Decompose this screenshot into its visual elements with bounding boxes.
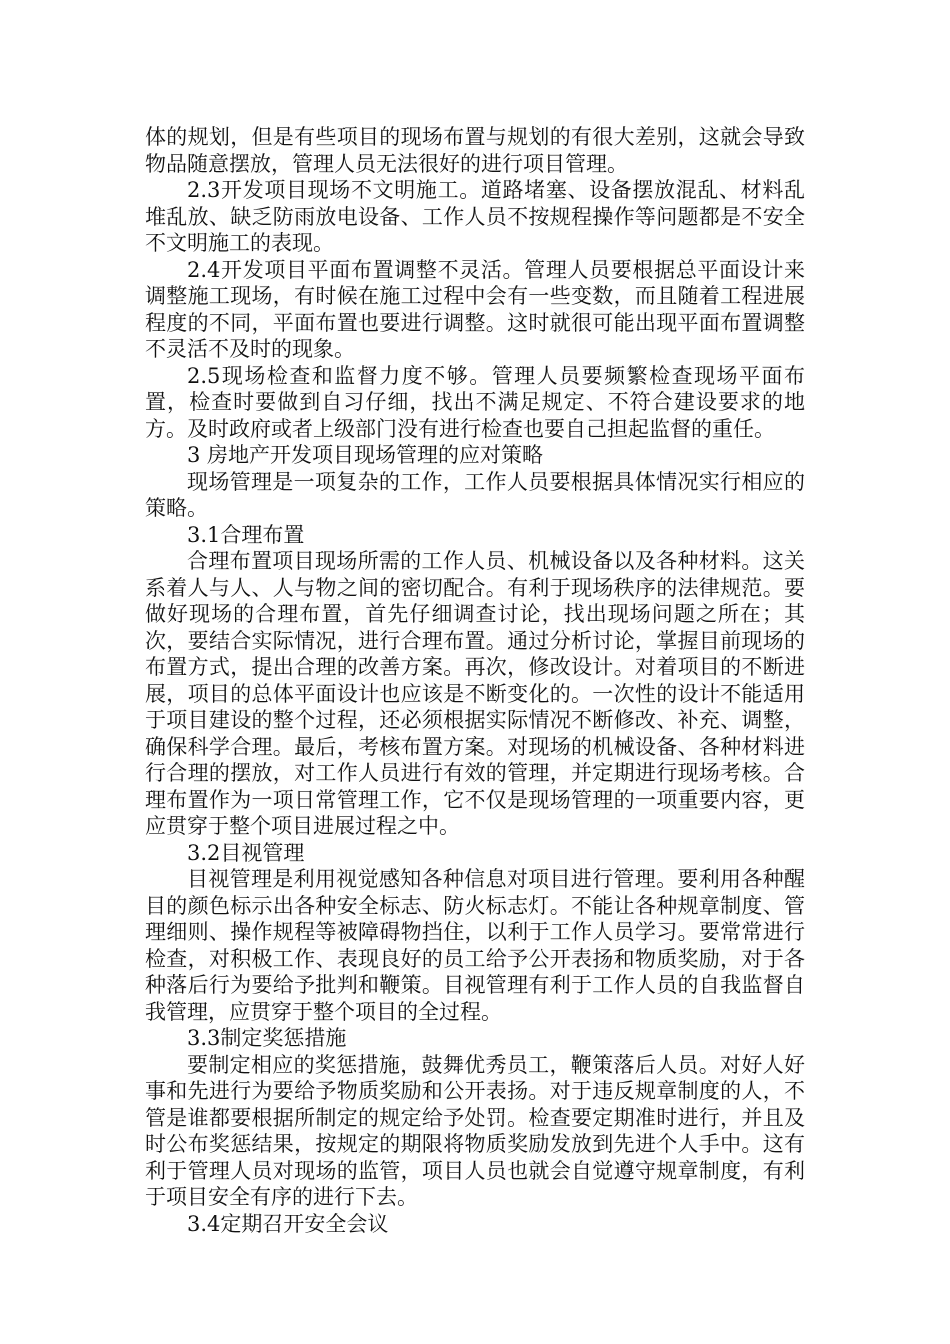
paragraph: 体的规划，但是有些项目的现场布置与规划的有很大差别，这就会导致物品随意摆放，管理人员无法很好的进行项目管理。 [145,125,805,176]
subsection-heading: 3.3制定奖惩措施 [187,1026,347,1050]
subsection-heading: 3.1合理布置 [187,522,305,547]
subsection-heading: 3.4定期召开安全会议 [187,1211,389,1236]
paragraph: 要制定相应的奖惩措施，鼓舞优秀员工，鞭策落后人员。对好人好事和先进行为要给予物质奖励和公开表扬。对于违反规章制度的人，不管是谁都要根据所制定的规定给予处罚。检查要定期准时进行，并且及时公布奖惩结果，按规定的期限将物质奖励发放到先进个人手中。这有利于管理人员对现场的监管，项目人员也就会自觉遵守规章制度，有利于项目安全有序的进行下去。 [145,1052,805,1209]
subsection-heading: 3.2目视管理 [187,840,305,865]
paragraph: 2.3开发项目现场不文明施工。道路堵塞、设备摆放混乱、材料乱堆乱放、缺乏防雨放电设备、工作人员不按规程操作等问题都是不安全不文明施工的表现。 [145,178,805,255]
paragraph: 目视管理是利用视觉感知各种信息对项目进行管理。要利用各种醒目的颜色标示出各种安全标志、防火标志灯。不能让各种规章制度、管理细则、操作规程等被障碍物挡住，以利于工作人员学习。要常常进行检查，对积极工作、表现良好的员工给予公开表扬和物质奖励，对于各种落后行为要给予批判和鞭策。目视管理有利于工作人员的自我监督自我管理，应贯穿于整个项目的全过程。 [145,867,805,1024]
section-heading: 3 房地产开发项目现场管理的应对策略 [187,443,544,467]
document-page [145,124,805,1237]
paragraph: 现场管理是一项复杂的工作，工作人员要根据具体情况实行相应的策略。 [145,469,805,520]
paragraph: 2.5现场检查和监督力度不够。管理人员要频繁检查现场平面布置，检查时要做到自习仔细，找出不满足规定、不符合建设要求的地方。及时政府或者上级部门没有进行检查也要自己担起监督的重任。 [145,363,805,441]
paragraph: 2.4开发项目平面布置调整不灵活。管理人员要根据总平面设计来调整施工现场，有时候在施工过程中会有一些变数，而且随着工程进展程度的不同，平面布置也要进行调整。这时就很可能出现平面布置调整不灵活不及时的现象。 [145,257,805,361]
paragraph: 合理布置项目现场所需的工作人员、机械设备以及各种材料。这关系着人与人、人与物之间的密切配合。有利于现场秩序的法律规范。要做好现场的合理布置，首先仔细调查讨论，找出现场问题之所在；其次，要结合实际情况，进行合理布置。通过分析讨论，掌握目前现场的布置方式，提出合理的改善方案。再次，修改设计。对着项目的不断进展，项目的总体平面设计也应该是不断变化的。一次性的设计不能适用于项目建设的整个过程，还必须根据实际情况不断修改、补充、调整，确保科学合理。最后，考核布置方案。对现场的机械设备、各种材料进行合理的摆放，对工作人员进行有效的管理，并定期进行现场考核。合理布置作为一项日常管理工作，它不仅是现场管理的一项重要内容，更应贯穿于整个项目进展过程之中。 [145,549,805,838]
